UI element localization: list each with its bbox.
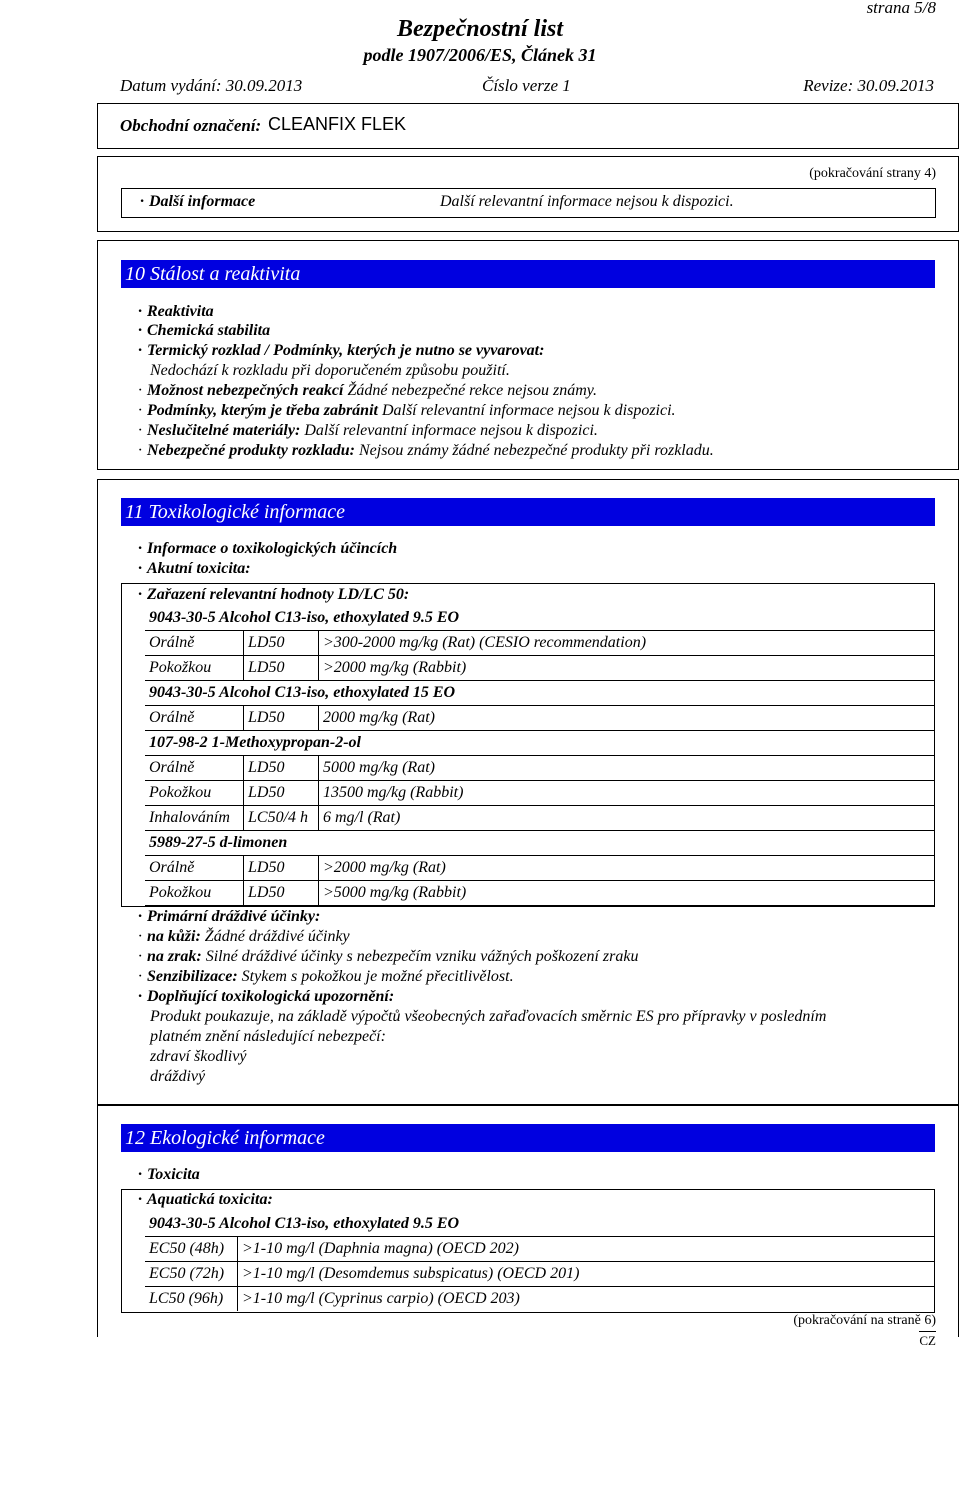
table-row — [145, 1262, 935, 1287]
substance-name: 107-98-2 1-Methoxypropan-2-ol — [145, 731, 935, 756]
document-subtitle: podle 1907/2006/ES, Článek 31 — [363, 45, 597, 65]
version-number: Číslo verze 1 — [482, 76, 571, 95]
further-info-value: Další relevantní informace nejsou k dispozici. — [440, 193, 734, 210]
value-cell: >1-10 mg/l (Cyprinus carpio) (OECD 203) — [238, 1287, 935, 1312]
table-row — [145, 806, 935, 831]
value-cell: 6 mg/l (Rat) — [319, 806, 935, 831]
value-cell: >2000 mg/kg (Rat) — [319, 856, 935, 881]
value-cell: >300-2000 mg/kg (Rat) (CESIO recommendation) — [319, 631, 935, 656]
table-row — [145, 631, 935, 656]
substance-row — [145, 731, 935, 756]
table-row — [145, 706, 935, 731]
trade-name-box — [97, 103, 959, 149]
continuation-top: (pokračování strany 4) — [809, 166, 936, 181]
hazard-reactions: · Možnost nebezpečných reakcí Žádné nebezpečné rekce nejsou známy. — [138, 382, 597, 399]
aquatic-table — [145, 1212, 935, 1311]
route-cell: Orálně — [145, 706, 244, 731]
substance-name: 5989-27-5 d-limonen — [145, 831, 935, 856]
route-cell: Pokožkou — [145, 656, 244, 681]
value-cell: >1-10 mg/l (Daphnia magna) (OECD 202) — [238, 1237, 935, 1262]
toxicity-label: · Toxicita — [138, 1166, 200, 1183]
revision-date: Revize: 30.09.2013 — [803, 76, 934, 95]
value-cell: 5000 mg/kg (Rat) — [319, 756, 935, 781]
section-11-heading: 11 Toxikologické informace — [121, 498, 935, 526]
value-cell: 2000 mg/kg (Rat) — [319, 706, 935, 731]
measure-cell: LD50 — [244, 656, 319, 681]
measure-cell: LD50 — [244, 856, 319, 881]
route-cell: Orálně — [145, 856, 244, 881]
trade-name-label: Obchodní označení: — [120, 116, 262, 135]
table-row — [145, 756, 935, 781]
avoid-conditions: · Podmínky, kterým je třeba zabránit Další relevantní informace nejsou k dispozici. — [138, 402, 676, 419]
issue-date: Datum vydání: 30.09.2013 — [120, 76, 303, 95]
thermal-value: Nedochází k rozkladu při doporučeném způsobu použití. — [150, 362, 510, 379]
measure-cell: LD50 — [244, 781, 319, 806]
measure-cell: LD50 — [244, 756, 319, 781]
document-title: Bezpečnostní list — [396, 16, 564, 42]
reactivity-label: · Reaktivita — [138, 303, 214, 320]
additional-tox-line-2: platném znění následující nebezpečí: — [150, 1028, 386, 1045]
substance-name: 9043-30-5 Alcohol C13-iso, ethoxylated 15 EO — [145, 681, 935, 706]
section-12-heading: 12 Ekologické informace — [121, 1124, 935, 1152]
measure-cell: LD50 — [244, 881, 319, 906]
value-cell: >1-10 mg/l (Desomdemus subspicatus) (OECD 201) — [238, 1262, 935, 1287]
continuation-section — [97, 156, 959, 232]
additional-tox-line-3: zdraví škodlivý — [150, 1048, 247, 1065]
table-row — [145, 1287, 935, 1312]
acute-toxicity-label: · Akutní toxicita: — [138, 560, 251, 577]
route-cell: Pokožkou — [145, 781, 244, 806]
value-cell: >5000 mg/kg (Rabbit) — [319, 881, 935, 906]
substance-name: 9043-30-5 Alcohol C13-iso, ethoxylated 9.5 EO — [145, 1212, 935, 1237]
substance-row — [145, 1212, 935, 1237]
table-row — [145, 881, 935, 906]
primary-irritant-label: · Primární dráždivé účinky: — [138, 908, 321, 925]
continuation-bottom: (pokračování na straně 6) — [793, 1313, 936, 1328]
additional-tox-line-1: Produkt poukazuje, na základě výpočtů všeobecných zařaďovacích směrnic ES pro přípravky v posledním — [150, 1008, 827, 1025]
value-cell: 13500 mg/kg (Rabbit) — [319, 781, 935, 806]
endpoint-cell: EC50 (48h) — [145, 1237, 238, 1262]
route-cell: Inhalováním — [145, 806, 244, 831]
aquatic-toxicity-label: · Aquatická toxicita: — [138, 1191, 273, 1208]
table-row — [145, 781, 935, 806]
table-row — [145, 656, 935, 681]
section-10-heading: 10 Stálost a reaktivita — [121, 260, 935, 288]
tox-info-label: · Informace o toxikologických účincích — [138, 540, 398, 557]
decomposition-products: · Nebezpečné produkty rozkladu: Nejsou známy žádné nebezpečné produkty při rozkladu. — [138, 442, 714, 459]
ld-classification-label: · Zařazení relevantní hodnoty LD/LC 50: — [138, 586, 410, 603]
route-cell: Pokožkou — [145, 881, 244, 906]
incompatible-materials: · Neslučitelné materiály: Další relevantní informace nejsou k dispozici. — [138, 422, 598, 439]
additional-tox-line-4: dráždivý — [150, 1068, 206, 1085]
value-cell: >2000 mg/kg (Rabbit) — [319, 656, 935, 681]
route-cell: Orálně — [145, 756, 244, 781]
substance-row — [145, 831, 935, 856]
table-row — [145, 856, 935, 881]
measure-cell: LD50 — [244, 631, 319, 656]
thermal-label: · Termický rozklad / Podmínky, kterých je nutno se vyvarovat: — [138, 342, 545, 359]
further-info-row — [121, 188, 936, 218]
sensitization: · Senzibilizace: Stykem s pokožkou je možné přecitlivělost. — [138, 968, 514, 985]
skin-effect: · na kůži: Žádné dráždivé účinky — [138, 928, 350, 945]
measure-cell: LD50 — [244, 706, 319, 731]
additional-tox-label: · Doplňující toxikologická upozornění: — [138, 988, 395, 1005]
endpoint-cell: LC50 (96h) — [145, 1287, 238, 1312]
eye-effect: · na zrak: Silné dráždivé účinky s nebezpečím vzniku vážných poškození zraku — [138, 948, 639, 965]
substance-row — [145, 606, 935, 631]
country-code: CZ — [919, 1333, 936, 1348]
route-cell: Orálně — [145, 631, 244, 656]
further-info-label: · Další informace — [140, 193, 256, 210]
table-row — [145, 1237, 935, 1262]
page-number: strana 5/8 — [866, 0, 936, 17]
substance-name: 9043-30-5 Alcohol C13-iso, ethoxylated 9.5 EO — [145, 606, 935, 631]
measure-cell: LC50/4 h — [244, 806, 319, 831]
endpoint-cell: EC50 (72h) — [145, 1262, 238, 1287]
ld-values-table — [145, 606, 935, 906]
substance-row — [145, 681, 935, 706]
chem-stability-label: · Chemická stabilita — [138, 322, 271, 339]
trade-name-value: CLEANFIX FLEK — [268, 114, 407, 134]
